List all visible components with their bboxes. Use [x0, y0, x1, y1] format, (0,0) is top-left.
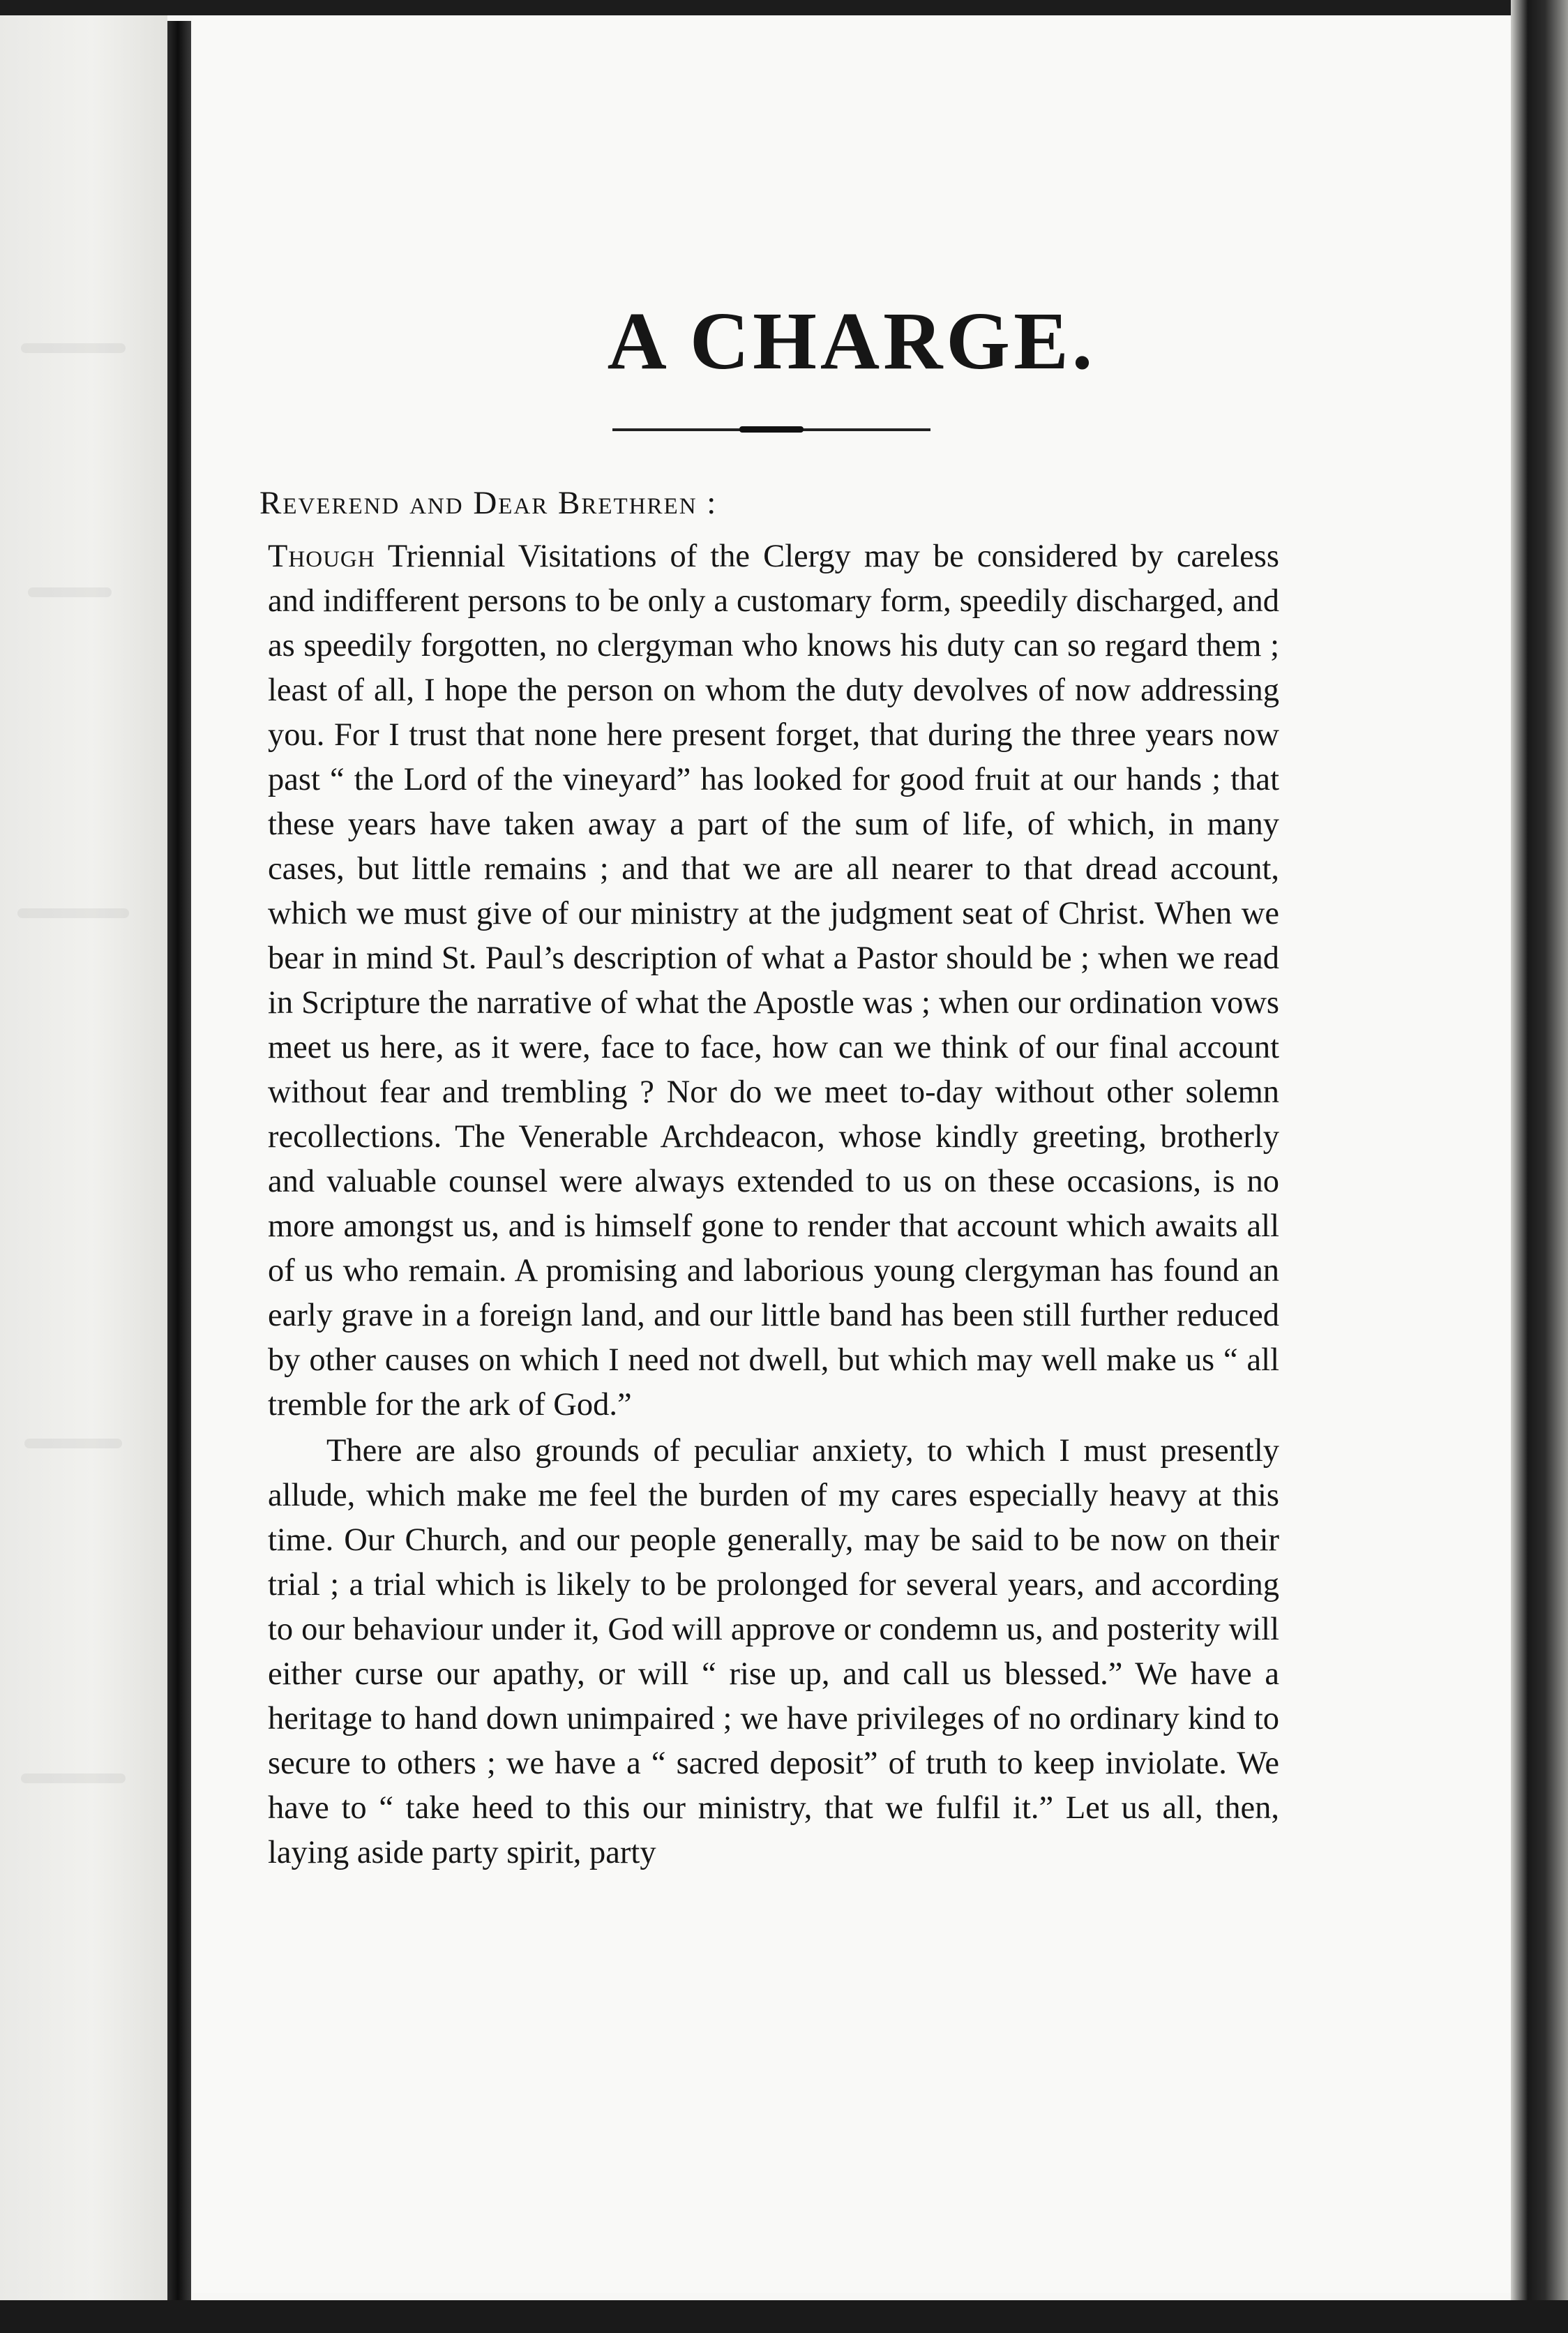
salutation: Reverend and Dear Brethren : [259, 485, 718, 521]
bleed-through-mark [24, 1439, 122, 1448]
bleed-through-mark [21, 343, 126, 353]
title-rule-ornament [739, 426, 804, 433]
bleed-through-mark [21, 1773, 126, 1783]
body-text [268, 534, 1279, 1875]
paragraph [268, 1429, 1279, 1875]
bleed-through-mark [17, 908, 129, 918]
page-edge [1511, 0, 1568, 2333]
page-title: A CHARGE. [607, 295, 1096, 387]
paragraph-text: There are also grounds of peculiar anxiety, to which I must presently allude, which make me feel the burden of my cares especially heavy at this time. Our Church, and our people generally, may be said to be now on their trial ; a trial which is likely to be prolonged for several years, and according to our behaviour under it, God will approve or condemn us, and posterity will either curse our apathy, or will “ rise up, and call us blessed.” We have a heritage to hand down unimpaired ; we have privileges of no ordinary kind to secure to others ; we have a “ sacred deposit” of truth to keep inviolate. We have to “ take heed to this our ministry, that we fulfil it.” Let us all, then, laying aside party spirit, party [268, 1433, 1279, 1870]
facing-page [0, 15, 167, 2300]
scan-bottom-border [0, 2300, 1568, 2333]
scan-top-border [0, 0, 1568, 15]
paragraph [268, 534, 1279, 1427]
paragraph-text: Triennial Visitations of the Clergy may be considered by careless and indifferent persons to be only a customary form, speedily discharged, and as speedily forgotten, no clergyman who knows his duty can so regard them ; least of all, I hope the person on whom the duty devolves of now addressing you. For I trust that none here present forget, that during the three years now past “ the Lord of the vineyard” has looked for good fruit at our hands ; that these years have taken away a part of the sum of life, of which, in many cases, but little remains ; and that we are all nearer to that dread account, which we must give of our ministry at the judgment seat of Christ. When we bear in mind St. Paul’s description of what a Pastor should be ; when we read in Scripture the narrative of what the Apostle was ; when our ordination vows meet us here, as it were, face to face, how can we think of our final account without fear and trembling ? Nor do we meet to-day without other solemn recollections. The Venerable Archdeacon, whose kindly greeting, brotherly and valuable counsel were always extended to us on these occasions, is no more amongst us, and is himself gone to render that account which awaits all of us who remain. A promising and laborious young clergyman has found an early grave in a foreign land, and our little band has been still further reduced by other causes on which I need not dwell, but which may well make us “ all tremble for the ark of God.” [268, 539, 1279, 1423]
paragraph-lead-word: Though [268, 539, 375, 574]
book-spine [167, 21, 191, 2301]
bleed-through-mark [28, 587, 112, 597]
